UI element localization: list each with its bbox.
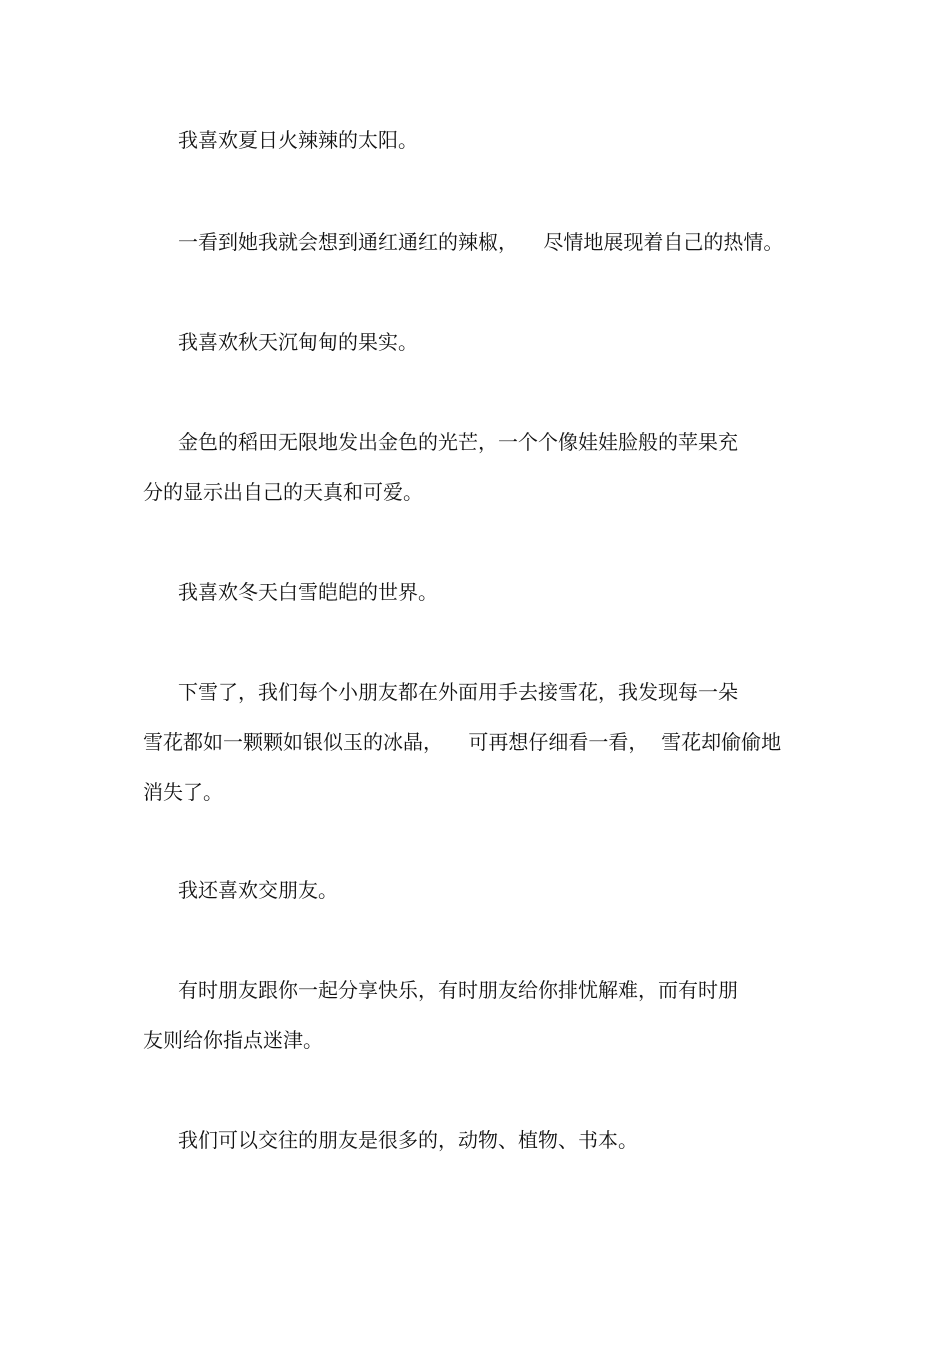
- paragraph-3-line-1: 我喜欢秋天沉甸甸的果实。: [178, 330, 418, 354]
- paragraph-1-line-1: 我喜欢夏日火辣辣的太阳。: [178, 128, 418, 152]
- paragraph-5-line-1: 我喜欢冬天白雪皑皑的世界。: [178, 580, 438, 604]
- paragraph-4-line-1: 金色的稻田无限地发出金色的光芒，一个个像娃娃脸般的苹果充: [178, 430, 738, 454]
- paragraph-6-line-2: 雪花都如一颗颗如银似玉的冰晶， 可再想仔细看一看， 雪花却偷偷地: [143, 730, 782, 754]
- paragraph-2-line-1: 一看到她我就会想到通红通红的辣椒， 尽情地展现着自己的热情。: [178, 230, 784, 254]
- paragraph-8-line-2: 友则给你指点迷津。: [143, 1028, 323, 1052]
- paragraph-7-line-1: 我还喜欢交朋友。: [178, 878, 338, 902]
- paragraph-9-line-1: 我们可以交往的朋友是很多的，动物、植物、书本。: [178, 1128, 638, 1152]
- paragraph-4-line-2: 分的显示出自己的天真和可爱。: [143, 480, 423, 504]
- paragraph-6-line-3: 消失了。: [143, 780, 223, 804]
- paragraph-6-line-1: 下雪了，我们每个小朋友都在外面用手去接雪花，我发现每一朵: [178, 680, 738, 704]
- paragraph-8-line-1: 有时朋友跟你一起分享快乐，有时朋友给你排忧解难，而有时朋: [178, 978, 738, 1002]
